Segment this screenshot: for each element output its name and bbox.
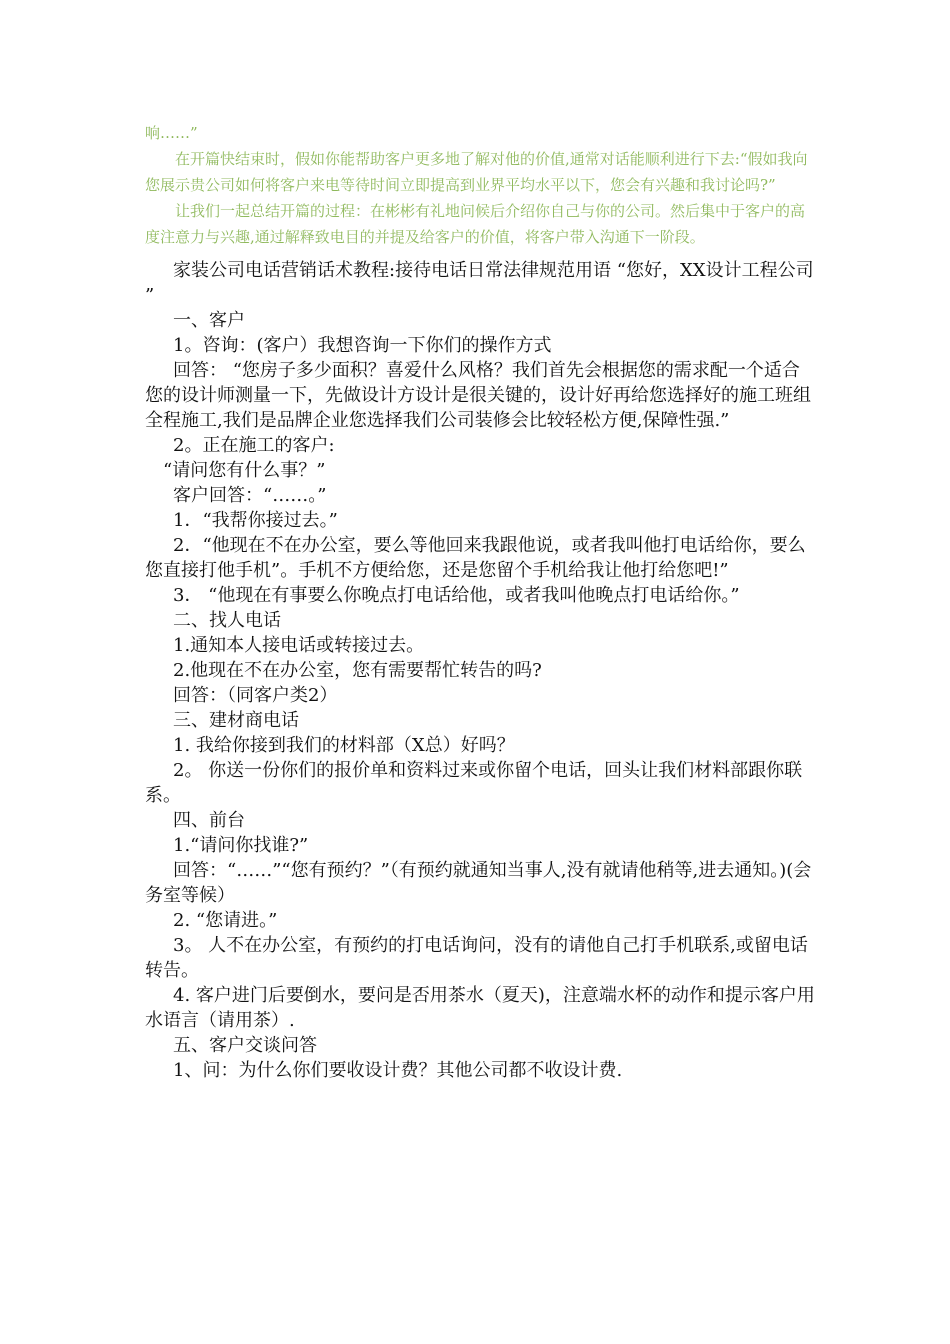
green-paragraph: 在开篇快结束时，假如你能帮助客户更多地了解对他的价值,通常对话能顺利进行下去:“假如我向您展示贵公司如何将客户来电等待时间立即提高到业界平均水平以下，您会有兴趣和我讨论吗?” (145, 150, 808, 194)
text-paragraph: 客户回答：“……。” (173, 485, 327, 506)
text-paragraph: 2。正在施工的客户: (173, 435, 335, 456)
text-paragraph: 2. “您请进。” (173, 910, 278, 931)
text-paragraph: “请问您有什么事？” (163, 460, 326, 481)
section-heading: 一、客户 (173, 310, 245, 331)
text-paragraph: 3。 人不在办公室，有预约的打电话询问，没有的请他自己打手机联系,或留电话转告。 (145, 935, 808, 981)
text-paragraph: 回答： “您房子多少面积？喜爱什么风格？我们首先会根据您的需求配一个适合您的设计师测量一下，先做设计方设计是很关键的，设计好再给您选择好的施工班组全程施工,我们是品牌企业您选择我们公司装修会比较轻松方便,保障性强.” (145, 360, 811, 431)
text-paragraph: 回答：“……”“您有预约？”（有预约就通知当事人,没有就请他稍等,进去通知。)(会务室等候） (145, 860, 812, 906)
text-paragraph: 2.他现在不在办公室，您有需要帮忙转告的吗? (173, 660, 542, 681)
section-heading: 四、前台 (173, 810, 245, 831)
document-page (145, 120, 815, 1083)
text-paragraph: 1. 我给你接到我们的材料部（X总）好吗？ (173, 735, 515, 756)
text-paragraph: 2。 你送一份你们的报价单和资料过来或你留个电话，回头让我们材料部跟你联系。 (145, 760, 803, 806)
text-paragraph: 回答：（同客户类2） (173, 685, 338, 706)
text-paragraph: 1.通知本人接电话或转接过去。 (173, 635, 425, 656)
text-paragraph: 3． “他现在有事要么你晚点打电话给他，或者我叫他晚点打电话给你。” (173, 585, 740, 606)
text-paragraph: 1、问：为什么你们要收设计费？其他公司都不收设计费. (173, 1060, 623, 1081)
green-paragraph: 响……” (145, 124, 198, 142)
text-paragraph: 4. 客户进门后要倒水，要问是否用茶水（夏天)，注意端水杯的动作和提示客户用水语言（请用茶）. (145, 985, 815, 1031)
document-title: 家装公司电话营销话术教程:接待电话日常法律规范用语 “您好，XX设计工程公司 ” (145, 260, 814, 306)
text-paragraph: 1。咨询：(客户）我想咨询一下你们的操作方式 (173, 335, 552, 356)
section-heading: 三、建材商电话 (173, 710, 299, 731)
text-paragraph: 2．“他现在不在办公室，要么等他回来我跟他说，或者我叫他打电话给你，要么您直接打他手机”。手机不方便给您，还是您留个手机给我让他打给您吧!” (145, 535, 806, 581)
text-paragraph: 1．“我帮你接过去。” (173, 510, 338, 531)
section-heading: 五、客户交谈问答 (173, 1035, 317, 1056)
text-paragraph: 1.“请问你找谁?” (173, 835, 309, 856)
section-heading: 二、找人电话 (173, 610, 281, 631)
green-paragraph: 让我们一起总结开篇的过程：在彬彬有礼地问候后介绍你自己与你的公司。然后集中于客户的高度注意力与兴趣,通过解释致电目的并提及给客户的价值，将客户带入沟通下一阶段。 (145, 202, 806, 246)
